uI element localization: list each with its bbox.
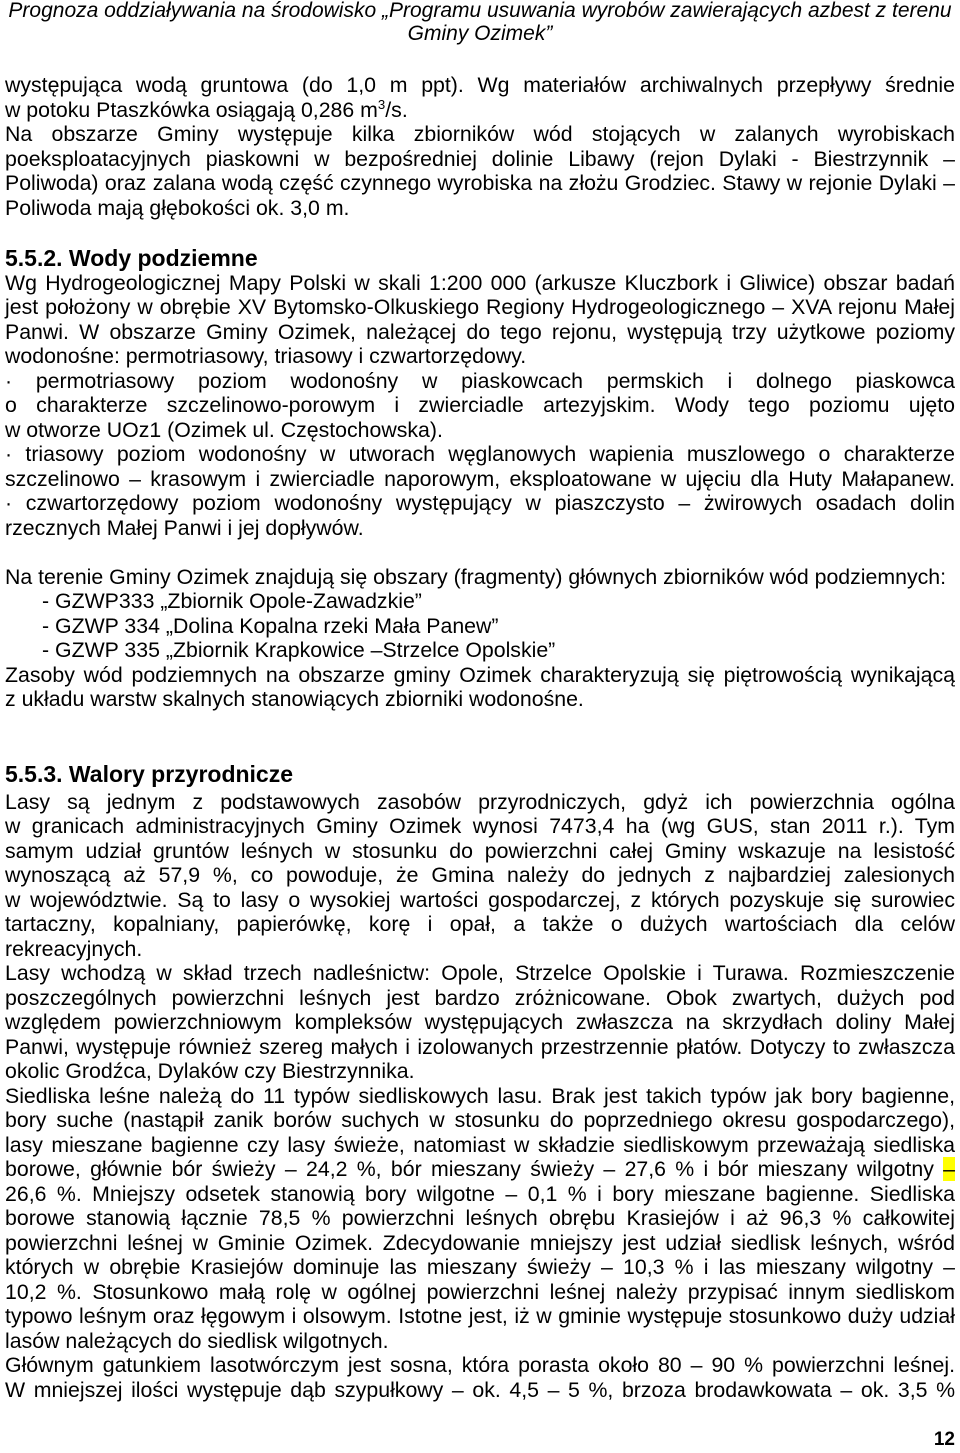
- bullet-permotriassic-level: [5, 369, 955, 443]
- text-line: wynoszącą aż 57,9 %, co powoduje, że Gmina należy do jednych z najbardziej zalesionych: [5, 863, 955, 887]
- text-line: Poliwoda mają głębokości ok. 3,0 m.: [5, 195, 350, 220]
- text-line: 10,2 %. Stosunkowo małą rolę w ogólnej powierzchni leśnej należy przypisać innym siedliskom: [5, 1279, 955, 1304]
- page-number: 12: [933, 1429, 955, 1450]
- paragraph-forest-habitats: [5, 1084, 955, 1354]
- text-segment: /s.: [385, 97, 408, 122]
- text-line: rzecznych Małej Panwi i jej dopływów.: [5, 515, 364, 540]
- bullet-triassic-level: [5, 442, 955, 491]
- text-segment: borowe, głównie bór świeży – 24,2 %, bór mieszany świeży – 27,6 % i bór mieszany wilgotny: [5, 1157, 944, 1181]
- text-line: lasów należących do siedlisk wilgotnych.: [5, 1328, 389, 1353]
- text-line: Głównym gatunkiem lasotwórczym jest sosna, która porasta około 80 – 90 % powierzchni leśnej.: [5, 1353, 955, 1377]
- text-line: poszczególnych powierzchni leśnych jest bardzo zróżnicowane. Obok zwartych, dużych pod: [5, 985, 955, 1010]
- text-line: Wg Hydrogeologicznej Mapy Polski w skali 1:200 000 (arkusze Kluczbork i Gliwice) obszar badań: [5, 270, 955, 295]
- bullet-quaternary-level: [5, 491, 955, 540]
- list-item: - GZWP 335 „Zbiornik Krapkowice –Strzelce Opolskie”: [42, 638, 556, 662]
- page-body: [5, 73, 955, 1402]
- text-line: poeksploatacyjnych piaskowni w bezpośredniej dolinie Libawy (rejon Dylaki - Biestrzynnik –: [5, 146, 955, 171]
- text-line: Lasy wchodzą w skład trzech nadleśnictw: Opole, Strzelce Opolskie i Turawa. Rozmieszczenie: [5, 961, 955, 985]
- text-line: względem powierzchniowym kompleksów występujących zwłaszcza na skrzydłach doliny Małej: [5, 1010, 955, 1034]
- text-line: występująca wodą gruntowa (do 1,0 m ppt). Wg materiałów archiwalnych przepływy średnie: [5, 73, 955, 97]
- text-line: bory suche (nastąpił zanik borów suchych w stosunku do poprzedniego okresu gospodarczego),: [5, 1108, 955, 1132]
- text-line: Poliwoda) oraz zalana wodą część czynnego wyrobiska na złożu Grodziec. Stawy w rejonie Dylaki –: [5, 171, 955, 195]
- text-line: · czwartorzędowy poziom wodonośny występujący w piaszczysto – żwirowych osadach dolin: [5, 491, 955, 515]
- list-item: - GZWP333 „Zbiornik Opole-Zawadzkie”: [42, 589, 422, 613]
- paragraph-forests: [5, 790, 955, 962]
- text-line: o charakterze szczelinowo-porowym i zwierciadle artezyjskim. Wody tego poziomu ujęto: [5, 393, 955, 417]
- section-heading: 5.5.3. Walory przyrodnicze: [5, 760, 294, 787]
- superscript: 3: [377, 96, 386, 112]
- text-line: Panwi. W obszarze Gminy Ozimek, należącej do tego rejonu, występują trzy użytkowe poziomy: [5, 319, 955, 344]
- text-line: [5, 1157, 955, 1182]
- text-line: 26,6 %. Mniejszy odsetek stanowią bory wilgotne – 0,1 % i bory mieszane bagienne. Siedliska: [5, 1181, 955, 1206]
- blank-line: [5, 712, 955, 737]
- text-line: · permotriasowy poziom wodonośny w piaskowcach permskich i dolnego piaskowca: [5, 368, 955, 393]
- header-title-line: Gminy Ozimek”: [407, 21, 553, 45]
- text-line: Panwi, występuje również szereg małych i izolowanych przestrzennie płatów. Dotyczy to zwłaszcza: [5, 1034, 955, 1059]
- text-line: samym udział gruntów leśnych w stosunku do powierzchni całej Gminy wskazuje na lesistość: [5, 838, 955, 863]
- text-line: jest położony w obrębie XV Bytomsko-Olkuskiego Regiony Hydrogeologicznego – XVA rejonu Małej: [5, 295, 955, 319]
- paragraph-hydrogeology: [5, 271, 955, 369]
- list-item: - GZWP 334 „Dolina Kopalna rzeki Mała Panew”: [42, 613, 499, 638]
- paragraph-stream-flow: [5, 73, 955, 122]
- text-line: · triasowy poziom wodonośny w utworach węglanowych wapienia muszlowego o charakterze: [5, 442, 955, 466]
- text-line: W mniejszej ilości występuje dąb szypułkowy – ok. 4,5 – 5 %, brzoza brodawkowata – ok. 3,5 %: [5, 1377, 955, 1402]
- blank-line: [5, 540, 955, 565]
- text-segment: w potoku Ptaszkówka osiągają 0,286 m: [5, 97, 378, 122]
- paragraph-forest-districts: [5, 961, 955, 1084]
- text-line: w województwie. Są to lasy o wysokiej wartości gospodarczej, z których pozyskuje się surowiec: [5, 887, 955, 912]
- paragraph-groundwater-resources: [5, 663, 955, 712]
- paragraph-standing-water: [5, 122, 955, 220]
- text-line: Na obszarze Gminy występuje kilka zbiorników wód stojących w zalanych wyrobiskach: [5, 122, 955, 146]
- header-title-line: Prognoza oddziaływania na środowisko „Programu usuwania wyrobów zawierających azbest z terenu: [8, 0, 952, 22]
- gzwp-list: [5, 589, 955, 663]
- running-header: [0, 0, 960, 45]
- text-line: Lasy są jednym z podstawowych zasobów przyrodniczych, gdyż ich powierzchnia ogólna: [5, 789, 955, 814]
- text-line: wodonośne: permotriasowy, triasowy i czwartorzędowy.: [5, 344, 527, 368]
- text-line: Na terenie Gminy Ozimek znajdują się obszary (fragmenty) głównych zbiorników wód podziemnych:: [5, 564, 947, 589]
- text-line: w otworze UOz1 (Ozimek ul. Częstochowska).: [5, 417, 443, 442]
- section-heading: 5.5.2. Wody podziemne: [5, 244, 258, 271]
- text-line: typowo leśnym oraz łęgowym i olsowym. Istotne jest, iż w gminie występuje stosunkowo duży udział: [5, 1304, 955, 1328]
- paragraph-tree-species: [5, 1353, 955, 1402]
- highlighted-dash: –: [943, 1157, 955, 1181]
- blank-line: [5, 220, 955, 245]
- blank-line: [5, 736, 955, 761]
- text-line: których w obrębie Krasiejów dominuje las mieszany świeży – 10,3 % i las mieszany wilgotny –: [5, 1255, 955, 1279]
- text-line: w granicach administracyjnych Gminy Ozimek wynosi 7473,4 ha (wg GUS, stan 2011 r.). Tym: [5, 814, 955, 838]
- text-line: szczelinowo – krasowym i zwierciadle naporowym, eksploatowane w ujęciu dla Huty Małapanew.: [5, 466, 955, 491]
- text-line: lasy mieszane bagienne czy lasy świeże, natomiast w składzie siedliskowym przeważają siedliska: [5, 1132, 955, 1157]
- text-line: okolic Grodźca, Dylaków czy Biestrzynnika.: [5, 1059, 415, 1083]
- text-line: powierzchni leśnej w Gminie Ozimek. Zdecydowanie mniejszy jest udział siedlisk leśnych, wśród: [5, 1230, 955, 1255]
- text-line: Zasoby wód podziemnych na obszarze gminy Ozimek charakteryzują się piętrowością wynikającą: [5, 662, 955, 687]
- text-line: rekreacyjnych.: [5, 936, 143, 961]
- text-line: [5, 98, 955, 123]
- text-line: tartaczny, kopalniany, papierówkę, korę i opał, a także o dużych wartościach dla celów: [5, 912, 955, 936]
- text-line: borowe stanowią łącznie 78,5 % powierzchni leśnych obrębu Krasiejów i aż 96,3 % całkowitej: [5, 1206, 955, 1230]
- text-line: Siedliska leśne należą do 11 typów siedliskowych lasu. Brak jest takich typów jak bory bagienne,: [5, 1083, 955, 1108]
- text-line: z układu warstw skalnych stanowiących zbiorniki wodonośne.: [5, 687, 584, 711]
